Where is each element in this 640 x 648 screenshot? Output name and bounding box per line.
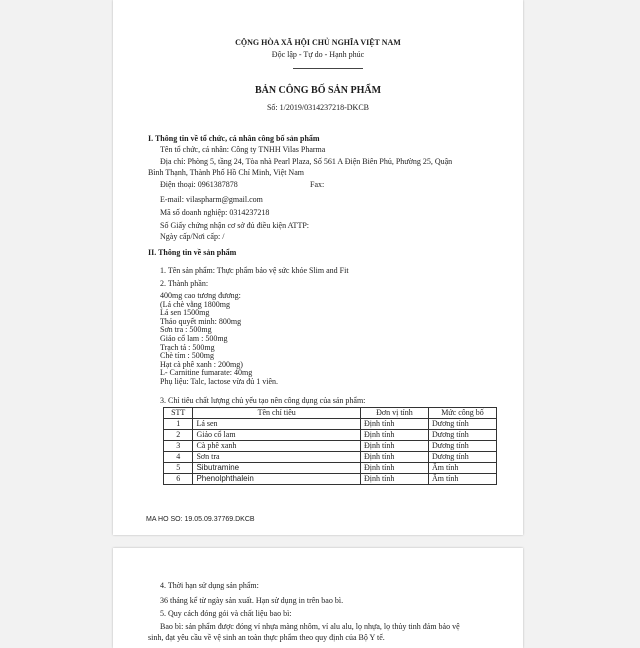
column-header-criterion: Tên chỉ tiêu bbox=[193, 408, 361, 419]
cell-criterion: Phenolphthalein bbox=[193, 474, 361, 485]
cell-criterion: Sơn tra bbox=[193, 452, 361, 463]
composition-list bbox=[160, 292, 278, 387]
column-header-level: Mức công bố bbox=[428, 408, 496, 419]
quality-criteria-table bbox=[163, 407, 497, 485]
dossier-code: MA HO SO: 19.05.09.37769.DKCB bbox=[146, 516, 255, 523]
cell-level: Dương tính bbox=[428, 419, 496, 430]
cell-criterion: Giảo cổ lam bbox=[193, 430, 361, 441]
food-safety-certificate: Số Giấy chứng nhận cơ sở đủ điều kiện ATTP: bbox=[160, 221, 310, 230]
country-name: CỘNG HÒA XÃ HỘI CHỦ NGHĨA VIỆT NAM bbox=[235, 38, 401, 47]
cell-unit: Định tính bbox=[360, 430, 428, 441]
composition-item: Thảo quyết minh: 800mg bbox=[160, 316, 242, 326]
table-row bbox=[164, 441, 497, 452]
cell-stt: 1 bbox=[164, 419, 193, 430]
table-row bbox=[164, 419, 497, 430]
cell-unit: Định tính bbox=[360, 474, 428, 485]
packaging-line-2: sinh, đạt yêu cầu về vệ sinh an toàn thực phẩm theo quy định của Bộ Y tế. bbox=[148, 633, 385, 642]
document-page-2 bbox=[113, 548, 523, 648]
composition-item: (Lá chè vằng 1800mg bbox=[160, 299, 230, 309]
document-number: Số: 1/2019/0314237218-DKCB bbox=[266, 103, 369, 112]
product-name: 1. Tên sản phẩm: Thực phẩm bảo vệ sức khỏe Slim and Fit bbox=[160, 266, 349, 275]
cell-stt: 5 bbox=[164, 463, 193, 474]
composition-item: 400mg cao tương đương: bbox=[160, 291, 241, 300]
tax-code: Mã số doanh nghiệp: 0314237218 bbox=[160, 208, 270, 217]
composition-item: Chè tím : 500mg bbox=[160, 351, 214, 361]
email: E-mail: vilaspharm@gmail.com bbox=[160, 195, 263, 204]
address-line-1: Địa chỉ: Phòng 5, tầng 24, Tòa nhà Pearl Plaza, Số 561 A Điện Biên Phủ, Phường 25, Quận bbox=[160, 157, 453, 166]
document-title: BẢN CÔNG BỐ SẢN PHẨM bbox=[254, 85, 382, 96]
cell-level: Dương tính bbox=[428, 430, 496, 441]
packaging-line-1: Bao bì: sản phẩm được đóng vỉ nhựa màng nhôm, vỉ alu alu, lọ nhựa, lọ thủy tinh đảm bảo vệ bbox=[160, 622, 460, 631]
table-row bbox=[164, 463, 497, 474]
composition-item: Hạt cà phê xanh : 200mg) bbox=[160, 359, 243, 369]
fax: Fax: bbox=[310, 180, 325, 189]
cell-level: Âm tính bbox=[428, 463, 496, 474]
packaging-heading: 5. Quy cách đóng gói và chất liệu bao bì: bbox=[160, 609, 292, 618]
cell-level: Âm tính bbox=[428, 474, 496, 485]
motto-underline bbox=[293, 68, 363, 69]
cell-stt: 3 bbox=[164, 441, 193, 452]
phone: Điện thoại: 0961387878 bbox=[160, 180, 238, 189]
cell-stt: 6 bbox=[164, 474, 193, 485]
document-page-1 bbox=[113, 0, 523, 535]
cell-level: Dương tính bbox=[428, 441, 496, 452]
composition-item: Phụ liệu: Talc, lactose vừa đủ 1 viên. bbox=[160, 376, 279, 386]
composition-item: Giảo cổ lam : 500mg bbox=[160, 333, 228, 343]
org-name: Tên tổ chức, cá nhân: Công ty TNHH Vilas Pharma bbox=[160, 145, 326, 154]
issue-date: Ngày cấp/Nơi cấp: / bbox=[160, 232, 225, 241]
table-row bbox=[164, 474, 497, 485]
cell-unit: Định tính bbox=[360, 441, 428, 452]
address-line-2: Bình Thạnh, Thành Phố Hồ Chí Minh, Việt Nam bbox=[148, 168, 304, 177]
cell-stt: 4 bbox=[164, 452, 193, 463]
cell-level: Dương tính bbox=[428, 452, 496, 463]
composition-item: L- Carnitine fumarate: 40mg bbox=[160, 368, 253, 378]
column-header-unit: Đơn vị tính bbox=[360, 408, 428, 419]
table-row bbox=[164, 452, 497, 463]
cell-stt: 2 bbox=[164, 430, 193, 441]
table-header-row bbox=[164, 408, 497, 419]
composition-heading: 2. Thành phần: bbox=[160, 279, 209, 288]
composition-item: Sơn tra : 500mg bbox=[160, 325, 212, 335]
section-1-heading: I. Thông tin về tổ chức, cá nhân công bố sản phẩm bbox=[148, 134, 320, 143]
cell-criterion: Cà phê xanh bbox=[193, 441, 361, 452]
composition-item: Trạch tả : 500mg bbox=[160, 342, 215, 352]
cell-criterion: Sibutramine bbox=[193, 463, 361, 474]
shelf-life-heading: 4. Thời hạn sử dụng sản phẩm: bbox=[160, 581, 259, 590]
composition-item: Lá sen 1500mg bbox=[160, 308, 210, 318]
section-2-heading: II. Thông tin về sản phẩm bbox=[148, 248, 237, 257]
column-header-stt: STT bbox=[164, 408, 193, 419]
table-row bbox=[164, 430, 497, 441]
shelf-life: 36 tháng kể từ ngày sản xuất. Hạn sử dụng in trên bao bì. bbox=[160, 596, 344, 605]
slogan: Độc lập - Tự do - Hạnh phúc bbox=[271, 50, 365, 59]
criteria-heading: 3. Chỉ tiêu chất lượng chủ yếu tạo nên công dụng của sản phẩm: bbox=[160, 396, 366, 405]
cell-unit: Định tính bbox=[360, 463, 428, 474]
cell-criterion: Lá sen bbox=[193, 419, 361, 430]
cell-unit: Định tính bbox=[360, 452, 428, 463]
cell-unit: Định tính bbox=[360, 419, 428, 430]
